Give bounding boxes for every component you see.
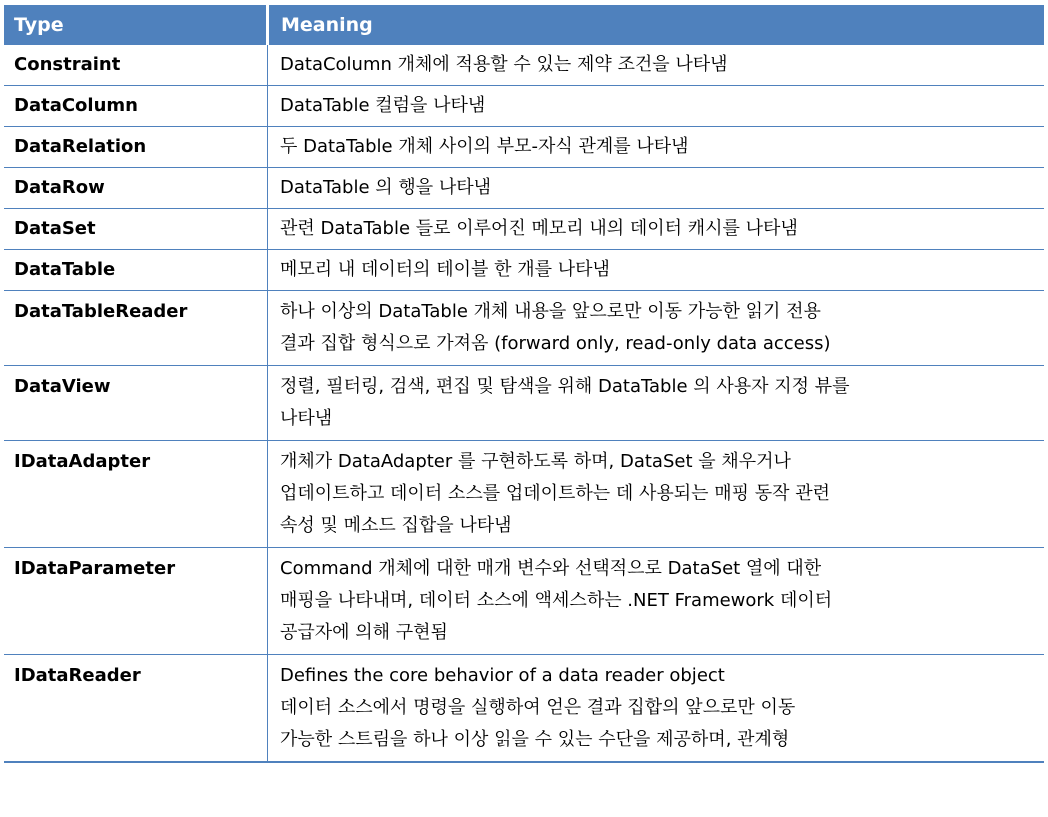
meaning-cell xyxy=(268,291,1045,366)
type-cell: IDataAdapter xyxy=(4,441,268,548)
meaning-line: 매핑을 나타내며, 데이터 소스에 액세스하는 .NET Framework 데이터 xyxy=(280,590,833,611)
table-row xyxy=(4,127,1044,168)
type-cell: IDataParameter xyxy=(4,548,268,655)
meaning-line: DataTable 컬럼을 나타냄 xyxy=(280,95,486,116)
type-meaning-table xyxy=(4,5,1044,763)
meaning-cell xyxy=(268,168,1045,209)
table-row xyxy=(4,209,1044,250)
meaning-cell xyxy=(268,127,1045,168)
table-row xyxy=(4,45,1044,86)
meaning-line: Command 개체에 대한 매개 변수와 선택적으로 DataSet 열에 대한 xyxy=(280,558,822,579)
meaning-line: 하나 이상의 DataTable 개체 내용을 앞으로만 이동 가능한 읽기 전용 xyxy=(280,301,821,322)
type-cell: DataTableReader xyxy=(4,291,268,366)
meaning-line: 데이터 소스에서 명령을 실행하여 얻은 결과 집합의 앞으로만 이동 xyxy=(280,697,796,718)
meaning-line: 공급자에 의해 구현됨 xyxy=(280,622,448,643)
meaning-line: 관련 DataTable 들로 이루어진 메모리 내의 데이터 캐시를 나타냄 xyxy=(280,218,798,239)
header-type: Type xyxy=(4,5,268,45)
table-body xyxy=(4,45,1044,762)
type-cell: DataTable xyxy=(4,250,268,291)
meaning-line: 두 DataTable 개체 사이의 부모-자식 관계를 나타냄 xyxy=(280,136,689,157)
type-cell: DataRelation xyxy=(4,127,268,168)
table-header-row xyxy=(4,5,1044,45)
meaning-line: 속성 및 메소드 집합을 나타냄 xyxy=(280,515,512,536)
meaning-line: DataTable 의 행을 나타냄 xyxy=(280,177,492,198)
meaning-line: 업데이트하고 데이터 소스를 업데이트하는 데 사용되는 매핑 동작 관련 xyxy=(280,483,831,504)
meaning-cell xyxy=(268,86,1045,127)
header-meaning: Meaning xyxy=(268,5,1045,45)
type-cell: DataRow xyxy=(4,168,268,209)
meaning-cell xyxy=(268,655,1045,763)
type-cell: DataColumn xyxy=(4,86,268,127)
meaning-line: 가능한 스트림을 하나 이상 읽을 수 있는 수단을 제공하며, 관계형 xyxy=(280,729,790,750)
meaning-line: 메모리 내 데이터의 테이블 한 개를 나타냄 xyxy=(280,259,610,280)
table-row xyxy=(4,441,1044,548)
meaning-cell xyxy=(268,366,1045,441)
meaning-cell xyxy=(268,441,1045,548)
table-row xyxy=(4,168,1044,209)
meaning-line: 결과 집합 형식으로 가져옴 (forward only, read-only data access) xyxy=(280,333,831,354)
meaning-line: 정렬, 필터링, 검색, 편집 및 탐색을 위해 DataTable 의 사용자 지정 뷰를 xyxy=(280,376,850,397)
type-cell: Constraint xyxy=(4,45,268,86)
type-cell: DataSet xyxy=(4,209,268,250)
type-cell: DataView xyxy=(4,366,268,441)
type-cell: IDataReader xyxy=(4,655,268,763)
table-row xyxy=(4,250,1044,291)
table-row xyxy=(4,366,1044,441)
table-row xyxy=(4,291,1044,366)
meaning-line: DataColumn 개체에 적용할 수 있는 제약 조건을 나타냄 xyxy=(280,54,728,75)
table-row xyxy=(4,86,1044,127)
meaning-cell xyxy=(268,45,1045,86)
meaning-cell xyxy=(268,250,1045,291)
meaning-cell xyxy=(268,548,1045,655)
meaning-line: Defines the core behavior of a data reader object xyxy=(280,665,725,686)
table-row xyxy=(4,655,1044,763)
meaning-line: 나타냄 xyxy=(280,408,333,429)
table-row xyxy=(4,548,1044,655)
meaning-line: 개체가 DataAdapter 를 구현하도록 하며, DataSet 을 채우거나 xyxy=(280,451,791,472)
meaning-cell xyxy=(268,209,1045,250)
